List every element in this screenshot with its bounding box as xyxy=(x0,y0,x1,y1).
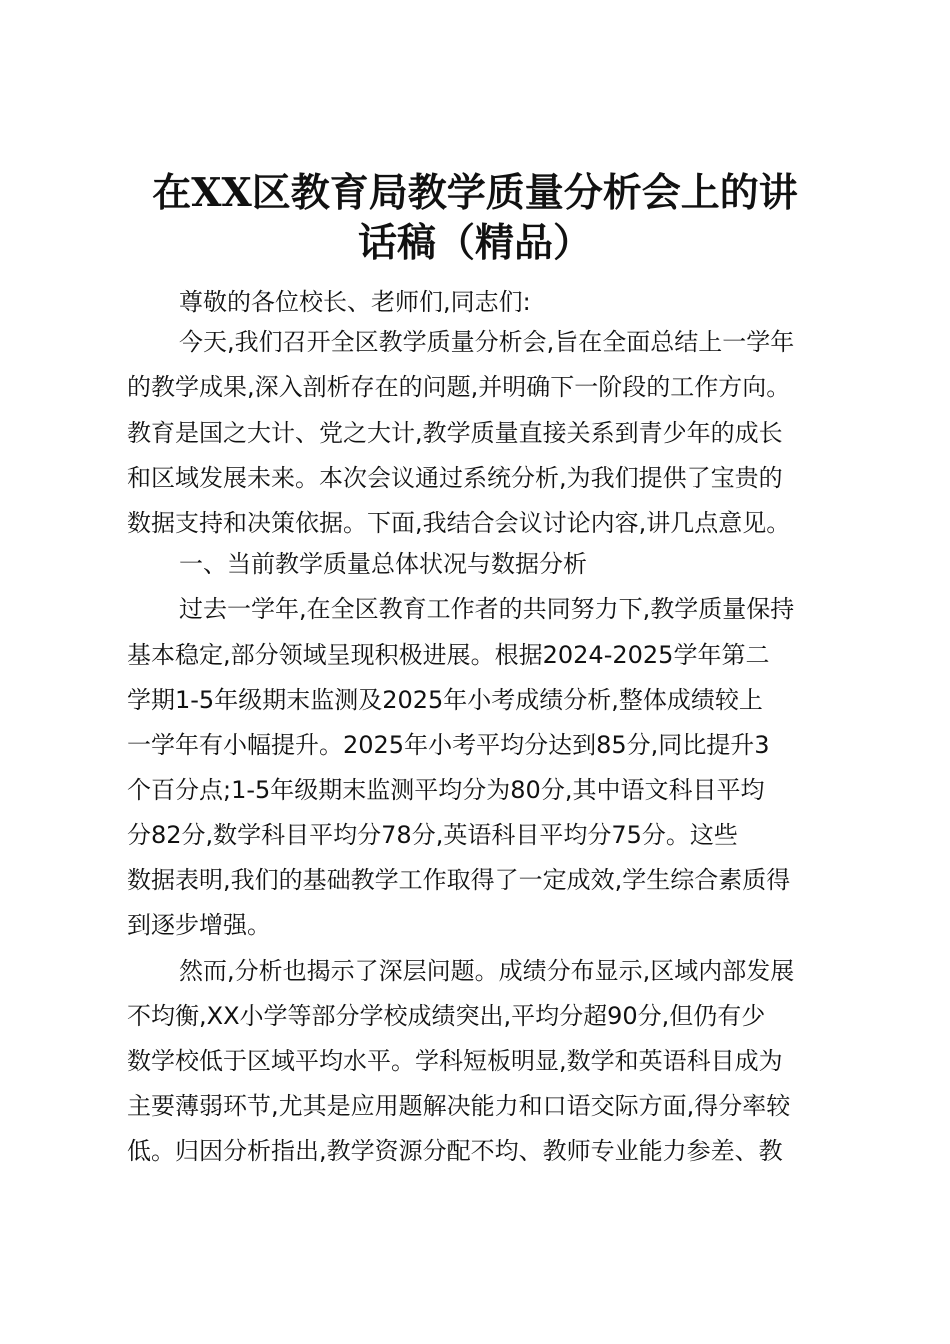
paragraph-line: 分82分,数学科目平均分78分,英语科目平均分75分。这些 xyxy=(127,821,738,849)
paragraph-line: 学期1-5年级期末监测及2025年小考成绩分析,整体成绩较上 xyxy=(127,686,763,714)
paragraph-line: 数据表明,我们的基础教学工作取得了一定成效,学生综合素质得 xyxy=(127,866,791,894)
paragraph-line: 数据支持和决策依据。下面,我结合会议讨论内容,讲几点意见。 xyxy=(127,509,791,537)
document-title-line-2: 话稿（精品） xyxy=(357,220,592,266)
section-heading: 一、当前教学质量总体状况与数据分析 xyxy=(179,550,587,578)
paragraph-line: 和区域发展未来。本次会议通过系统分析,为我们提供了宝贵的 xyxy=(127,464,783,492)
paragraph-line: 一学年有小幅提升。2025年小考平均分达到85分,同比提升3 xyxy=(127,731,770,759)
paragraph-line: 主要薄弱环节,尤其是应用题解决能力和口语交际方面,得分率较 xyxy=(127,1092,791,1120)
paragraph-line: 到逐步增强。 xyxy=(127,911,271,939)
paragraph-line: 教育是国之大计、党之大计,教学质量直接关系到青少年的成长 xyxy=(127,419,783,447)
paragraph-line: 然而,分析也揭示了深层问题。成绩分布显示,区域内部发展 xyxy=(179,957,795,985)
document-title-line-1: 在XX区教育局教学质量分析会上的讲 xyxy=(152,170,798,216)
salutation: 尊敬的各位校长、老师们,同志们: xyxy=(179,288,531,316)
paragraph-line: 个百分点;1-5年级期末监测平均分为80分,其中语文科目平均 xyxy=(127,776,765,804)
paragraph-line: 基本稳定,部分领域呈现积极进展。根据2024-2025学年第二 xyxy=(127,641,770,669)
paragraph-line: 过去一学年,在全区教育工作者的共同努力下,教学质量保持 xyxy=(179,595,795,623)
paragraph-line: 的教学成果,深入剖析存在的问题,并明确下一阶段的工作方向。 xyxy=(127,373,791,401)
paragraph-line: 低。归因分析指出,教学资源分配不均、教师专业能力参差、教 xyxy=(127,1137,783,1165)
paragraph-line: 不均衡,XX小学等部分学校成绩突出,平均分超90分,但仍有少 xyxy=(127,1002,766,1030)
paragraph-line: 数学校低于区域平均水平。学科短板明显,数学和英语科目成为 xyxy=(127,1047,783,1075)
paragraph-line: 今天,我们召开全区教学质量分析会,旨在全面总结上一学年 xyxy=(179,328,795,356)
